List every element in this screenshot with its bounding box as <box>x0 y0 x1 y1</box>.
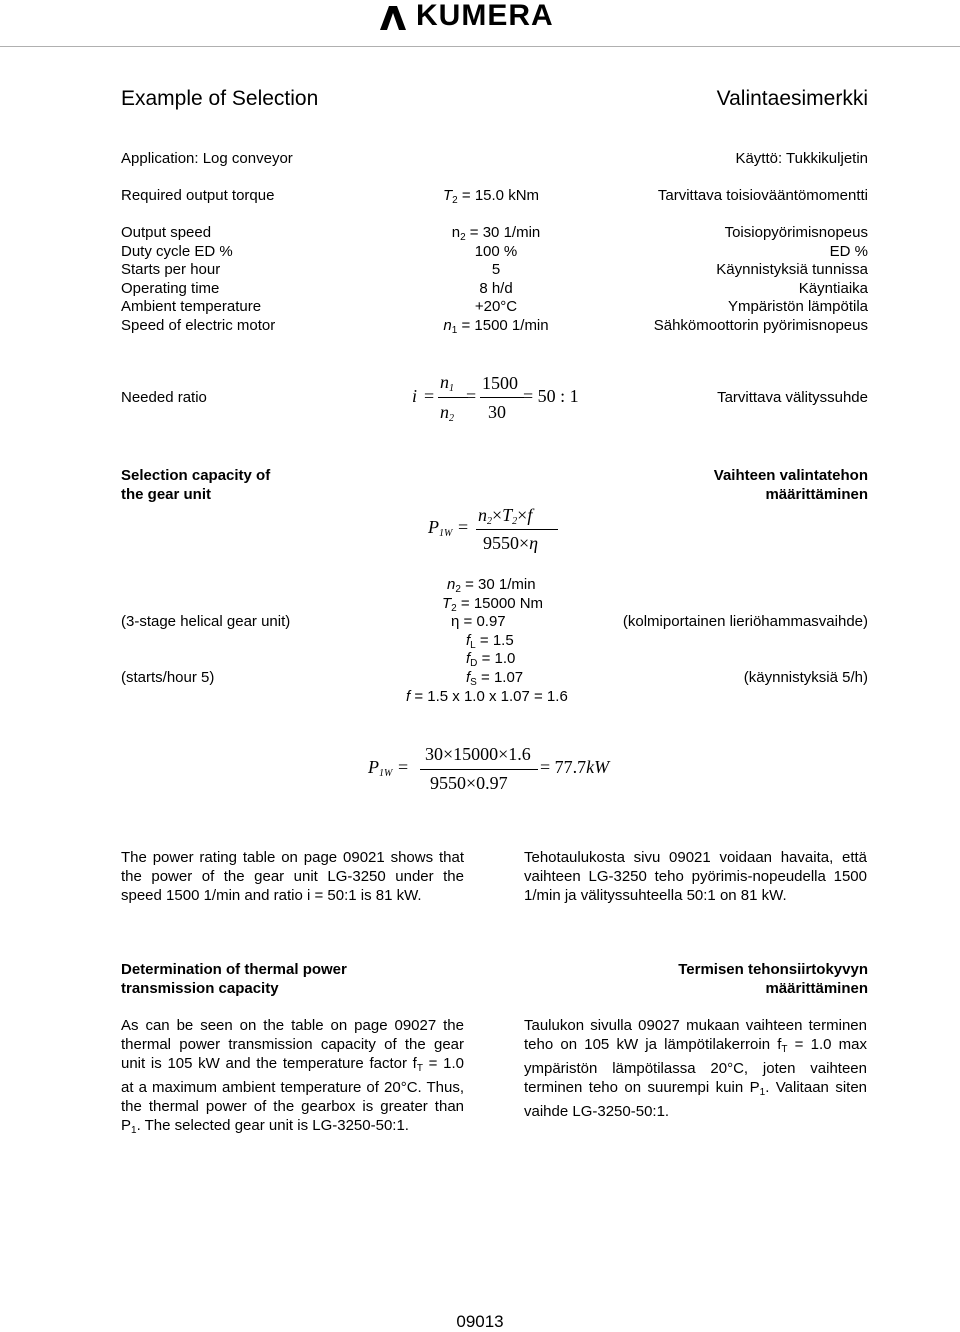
kumera-logo-icon <box>378 4 408 30</box>
page-title-fi: Valintaesimerkki <box>716 87 868 110</box>
brand-name: KUMERA <box>416 0 554 32</box>
thermal-heading-fi-1: Termisen tehonsiirtokyvyn <box>678 961 868 978</box>
ratio-n1 <box>440 372 454 394</box>
factor-t2-val: = 15000 Nm <box>456 595 544 612</box>
torque-number: = 15.0 kNm <box>457 187 540 204</box>
helical-fi: (kolmiportainen lieriöhammasvaihde) <box>622 613 868 630</box>
thermal-heading-fi-2: määrittäminen <box>765 980 868 997</box>
param-label-fi: Käynnistyksiä tunnissa <box>716 261 868 278</box>
pow-P-sub: 1W <box>379 768 393 779</box>
thermal-fi-a: Taulukon sivulla 09027 mukaan vaihteen terminen teho on 105 kW ja lämpötilakerroin f <box>524 1017 867 1053</box>
param-value-sub: 1 <box>451 325 458 336</box>
cap-P-sub: 1W <box>439 528 453 539</box>
factor-f-sym: f <box>406 688 411 705</box>
thermal-en-c: . The selected gear unit is LG-3250-50:1. <box>136 1117 409 1134</box>
thermal-en-b: = 1.0 at a maximum ambient temperature of 20°C. Thus, the thermal power of the gearbox is greater than P <box>121 1055 464 1134</box>
capacity-heading-fi-1: Vaihteen valintatehon <box>713 467 868 484</box>
cap-num-n: n <box>478 505 487 525</box>
factor-eta-sym: η <box>451 613 460 630</box>
ratio-frac-line-2 <box>480 397 524 398</box>
thermal-en-sub-t: T <box>416 1063 423 1074</box>
factor-fd-sub: D <box>470 658 478 669</box>
pow-result-num: = 77.7 <box>540 757 587 777</box>
cap-num-n-sub: 2 <box>487 516 492 527</box>
param-value-number: 5 <box>491 261 501 278</box>
param-label-fi: Ympäristön lämpötila <box>727 298 868 315</box>
factor-fd-val: = 1.0 <box>477 650 516 667</box>
ratio-n1-sym: n <box>440 372 449 392</box>
param-label-en: Output speed <box>121 224 212 241</box>
param-value <box>396 317 596 340</box>
factor-fs-sym: f <box>466 669 471 686</box>
factor-f-val: = 1.5 x 1.0 x 1.07 = 1.6 <box>410 688 568 705</box>
pow-den: 9550×0.97 <box>430 773 508 793</box>
cap-den: 9550× <box>483 533 530 553</box>
thermal-heading-en <box>121 960 347 998</box>
param-value-number: = 30 1/min <box>465 224 541 241</box>
pow-frac-line <box>420 769 538 770</box>
factor-fs-val: = 1.07 <box>476 669 524 686</box>
param-value-symbol: n <box>451 224 461 241</box>
torque-symbol: T <box>443 187 453 204</box>
capacity-heading-en-2: the gear unit <box>121 486 212 503</box>
application-en: Application: Log conveyor <box>121 150 293 167</box>
capacity-heading-fi <box>714 466 868 504</box>
param-label-en: Speed of electric motor <box>121 317 276 334</box>
param-value-sub: 2 <box>460 232 466 243</box>
pow-num: 30×15000×1.6 <box>425 744 531 764</box>
torque-sub: 2 <box>452 195 458 206</box>
thermal-heading-en-2: transmission capacity <box>121 980 279 997</box>
thermal-fi-sub-1: 1 <box>759 1087 766 1098</box>
capacity-heading-fi-2: määrittäminen <box>765 486 868 503</box>
torque-label-en: Required output torque <box>121 187 275 204</box>
cap-num-T-sub: 2 <box>512 516 518 527</box>
cap-frac-line <box>476 529 558 530</box>
param-label-en: Duty cycle ED % <box>121 243 233 260</box>
param-value <box>396 280 596 298</box>
factor-t2-sym: T <box>442 595 452 612</box>
factor-n2-sub: 2 <box>455 584 461 595</box>
factor-eta-val: = 0.97 <box>459 613 506 630</box>
helical-en: (3-stage helical gear unit) <box>121 613 291 630</box>
thermal-en-sub-1: 1 <box>131 1125 137 1136</box>
cap-times-1: × <box>492 505 503 525</box>
torque-value <box>443 187 539 210</box>
ratio-label-fi: Tarvittava välityssuhde <box>717 389 868 406</box>
thermal-en-a: As can be seen on the table on page 09027 the thermal power transmission capacity of the gear unit is 105 kW and the temperature factor f <box>121 1017 464 1072</box>
thermal-heading-en-1: Determination of thermal power <box>121 961 347 978</box>
starts-fi: (käynnistyksiä 5/h) <box>743 669 868 686</box>
rating-text-en: The power rating table on page 09021 shows that the power of the gear unit LG-3250 under the speed 1500 1/min and ratio i = 50:1 is 81 kW. <box>121 849 464 904</box>
thermal-heading-fi <box>678 960 868 998</box>
ratio-eq2: = <box>466 386 477 406</box>
param-value <box>396 298 596 316</box>
param-label-en: Starts per hour <box>121 261 221 278</box>
param-value <box>396 243 596 261</box>
cap-num-T: T <box>502 505 513 525</box>
cap-times-2: × <box>517 505 528 525</box>
cap-eta: η <box>529 533 539 553</box>
thermal-text-en <box>121 1016 464 1140</box>
cap-P-sym: P <box>428 517 439 537</box>
param-value <box>396 261 596 279</box>
ratio-eq1: = <box>424 386 435 406</box>
rating-text-fi: Tehotaulukosta sivu 09021 voidaan havaita, että vaihteen LG-3250 teho pyörimis-nopeudella 1500 1/min ja välityssuhteella 50:1 on 81 kW. <box>524 849 867 904</box>
page-title-en: Example of Selection <box>121 87 319 110</box>
pow-eq: = <box>398 757 409 777</box>
param-label-fi: Käyntiaika <box>798 280 868 297</box>
ratio-n2-sub: 2 <box>449 413 454 424</box>
pow-result-unit: kW <box>586 757 610 777</box>
cap-denominator <box>483 533 538 554</box>
ratio-den: 30 <box>488 402 506 422</box>
factor-n2-val: = 30 1/min <box>460 576 536 593</box>
ratio-num: 1500 <box>482 373 518 393</box>
header-rule <box>0 46 960 47</box>
ratio-frac-line-1 <box>438 397 468 398</box>
param-value-number: 100 % <box>474 243 518 260</box>
torque-label-fi: Tarvittava toisiovääntömomentti <box>657 187 868 204</box>
capacity-heading-en-1: Selection capacity of <box>121 467 271 484</box>
ratio-result: = 50 : 1 <box>523 386 579 406</box>
cap-numerator <box>478 505 532 527</box>
factor-n2-sym: n <box>447 576 456 593</box>
power-formula <box>368 744 648 800</box>
param-value-symbol: n <box>443 317 452 334</box>
thermal-fi-b: = 1.0 max ympäristön lämpötilassa 20°C, joten vaihteen terminen teho on suurempi kuin P <box>524 1036 867 1096</box>
thermal-text-fi <box>524 1016 867 1121</box>
param-label-en: Operating time <box>121 280 220 297</box>
param-label-fi: Sähkömoottorin pyörimisnopeus <box>653 317 868 334</box>
ratio-n2 <box>440 402 454 424</box>
factor-fd-sym: f <box>466 650 471 667</box>
pow-result <box>540 757 609 778</box>
thermal-fi-sub-t: T <box>781 1044 788 1055</box>
factor-f <box>406 688 568 706</box>
factor-eta <box>451 613 506 631</box>
cap-P <box>428 517 452 539</box>
starts-en: (starts/hour 5) <box>121 669 215 686</box>
param-value-number: 8 h/d <box>479 280 513 297</box>
capacity-heading-en <box>121 466 270 504</box>
param-label-fi: ED % <box>829 243 868 260</box>
ratio-i: i <box>412 386 418 406</box>
factor-fl-sub: L <box>470 640 476 651</box>
ratio-n1-sub: 1 <box>449 383 454 394</box>
capacity-formula <box>428 505 588 560</box>
application-fi: Käyttö: Tukkikuljetin <box>735 150 868 167</box>
factor-fl-sym: f <box>466 632 471 649</box>
param-value-number: +20°C <box>474 298 518 315</box>
pow-P-sym: P <box>368 757 379 777</box>
cap-eq: = <box>458 517 469 537</box>
factor-t2-sub: 2 <box>451 603 457 614</box>
thermal-fi-c: . Valitaan siten vaihde LG-3250-50:1. <box>524 1079 867 1120</box>
ratio-n2-sym: n <box>440 402 449 422</box>
pow-P <box>368 757 392 779</box>
cap-num-f: f <box>527 505 533 525</box>
ratio-label-en: Needed ratio <box>121 389 207 406</box>
factor-fs-sub: S <box>470 677 477 688</box>
param-value-number: = 1500 1/min <box>457 317 549 334</box>
factor-fl-val: = 1.5 <box>475 632 514 649</box>
ratio-formula <box>410 372 590 432</box>
param-label-fi: Toisiopyörimisnopeus <box>724 224 868 241</box>
param-label-en: Ambient temperature <box>121 298 262 315</box>
page-number: 09013 <box>456 1312 504 1331</box>
